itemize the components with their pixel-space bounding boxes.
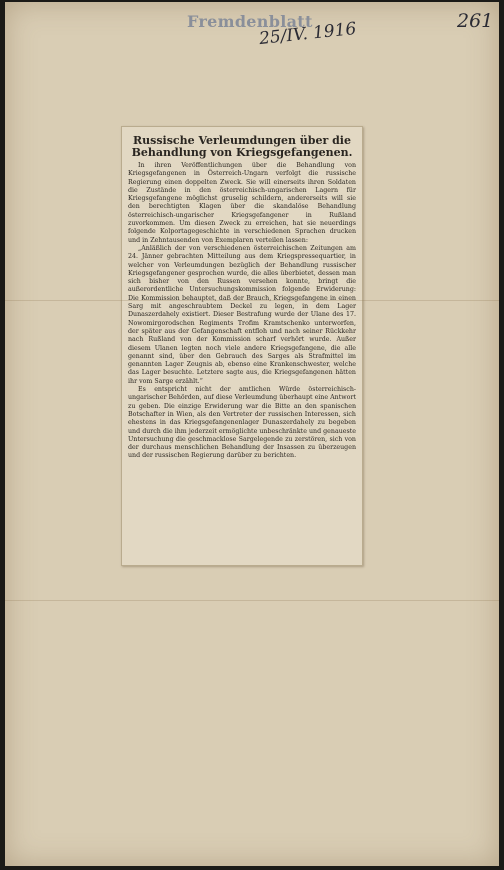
article-headline: Russische Verleumdungen über die Behandlung von Kriegsgefangenen. [131,134,353,159]
archive-sheet [5,2,499,866]
article-body [128,162,356,461]
handwritten-date: 25/IV. 1916 [258,18,358,50]
fold-line [5,300,499,301]
newspaper-stamp: Fremdenblatt [187,12,313,31]
article-paragraph: Es entspricht nicht der amtlichen Würde österreichisch-ungarischer Behörden, auf diese Verleumdung überhaupt eine Antwort zu geben. Die einzige Erwiderung war die Bitte an den spanischen Botschafter in Wien, als den Vertreter der russischen Interessen, sich ehestens in das Kriegsgefangenenlager Dunaszerdahely zu begeben und durch die ihm jederzeit ermöglichte unbeschränkte und genaueste Untersuchung die geschmacklose Sargelegende zu zerstören, sich von der durchaus menschlichen Behandlung der Insassen zu überzeugen und der russischen Regierung darüber zu berichten. [128,386,356,460]
article-paragraph: „Anläßlich der von verschiedenen österreichischen Zeitungen am 24. Jänner gebrachten Mitteilung aus dem Kriegspressequartier, in welcher von Verleumdungen bezüglich der Behandlung russischer Kriegsgefangener gesprochen wurde, die alles überbietet, dessen man sich bisher von den Russen versehen konnte, bringt die außerordentliche Untersuchungskommission folgende Erwiderung: Die Kommission behauptet, daß der Brauch, Kriegsgefangene in einen Sarg mit angeschraubtem Deckel zu legen, in dem Lager Dunaszerdahely existiert. Dieser Bestrafung wurde der Ulane des 17. Nowomirgorodschen Regiments Trofim Kramtschenko unterworfen, der später aus der Gefangenschaft entfloh und nach seiner Rückkehr nach Rußland von der Kommission scharf verhört wurde. Außer diesem Ulanen legten noch viele andere Kriegsgefangene, die alle genannt sind, über den Gebrauch des Sarges als Strafmittel im genannten Lager Zeugnis ab, ebenso eine Krankenschwester, welche das Lager besuchte. Letztere sagte aus, die Kriegsgefangenen hätten ihr vom Sarge erzählt.“ [128,244,356,385]
article-paragraph: In ihren Veröffentlichungen über die Behandlung von Kriegsgefangenen in Österreich-Ungarn verfolgt die russische Regierung einen doppelten Zweck. Sie will einerseits ihren Soldaten die Zustände in den österreichisch-ungarischen Lagern für Kriegsgefangene möglichst gruselig schildern, andererseits will sie den berechtigten Klagen über die skandalöse Behandlung österreichisch-ungarischer Kriegsgefangener in Rußland zuvorkommen. Um diesen Zweck zu erreichen, hat sie neuerdings folgende Kolportagegeschichte in verschiedenen Sprachen drucken und in Zehntausenden von Exemplaren verteilen lassen: [128,162,356,244]
newspaper-clipping [121,126,363,566]
fold-line [5,600,499,601]
folio-number: 261 [457,10,494,32]
